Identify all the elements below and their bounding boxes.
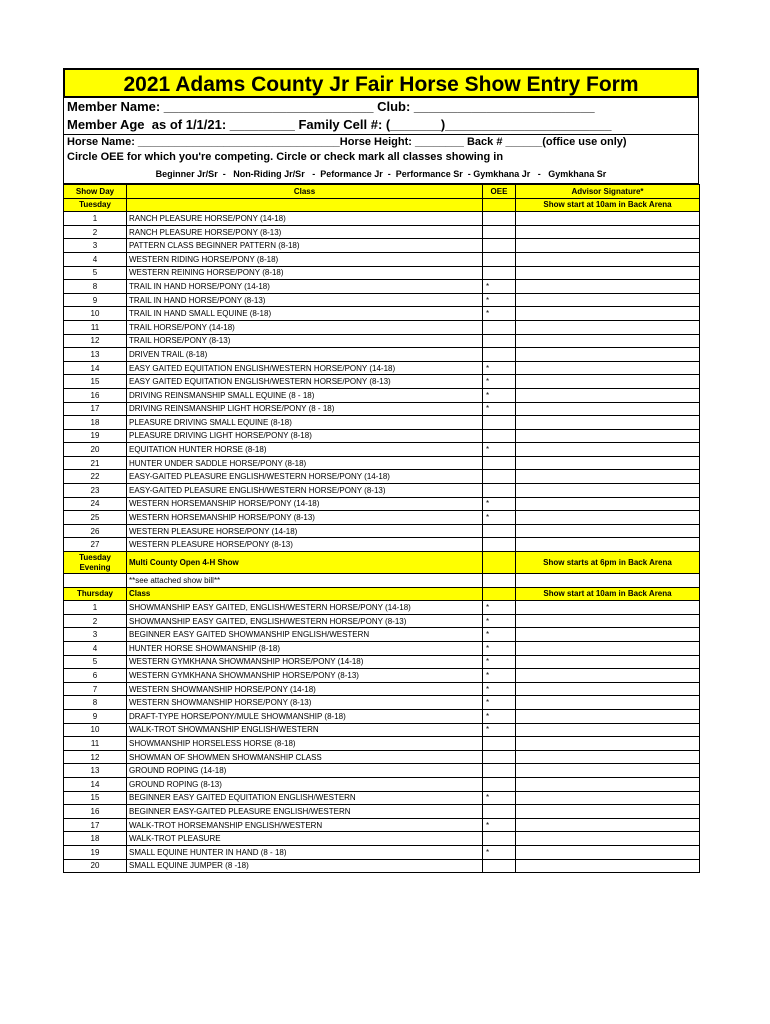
tuesday-class-row xyxy=(64,280,700,294)
advisor-signature-cell[interactable] xyxy=(516,375,700,389)
thursday-class-row xyxy=(64,845,700,859)
thursday-class-row xyxy=(64,642,700,656)
thursday-start-note: Show start at 10am in Back Arena xyxy=(516,587,700,601)
oee-cell[interactable] xyxy=(483,239,516,253)
entry-form xyxy=(63,68,699,873)
advisor-signature-cell[interactable] xyxy=(516,696,700,710)
advisor-signature-cell[interactable] xyxy=(516,470,700,484)
advisor-signature-cell[interactable] xyxy=(516,361,700,375)
show-bill-oee-cell xyxy=(483,574,516,588)
class-name: TRAIL HORSE/PONY (14-18) xyxy=(127,320,483,334)
thursday-class-row xyxy=(64,832,700,846)
class-name: WESTERN GYMKHANA SHOWMANSHIP HORSE/PONY (14-18) xyxy=(127,655,483,669)
advisor-signature-cell[interactable] xyxy=(516,628,700,642)
class-name: PLEASURE DRIVING LIGHT HORSE/PONY (8-18) xyxy=(127,429,483,443)
class-name: BEGINNER EASY-GAITED PLEASURE ENGLISH/WESTERN xyxy=(127,805,483,819)
tuesday-class-row xyxy=(64,538,700,552)
class-name: PATTERN CLASS BEGINNER PATTERN (8-18) xyxy=(127,239,483,253)
oee-cell[interactable]: * xyxy=(483,655,516,669)
evening-start-note: Show starts at 6pm in Back Arena xyxy=(516,552,700,574)
class-number: 22 xyxy=(64,470,127,484)
class-name: EQUITATION HUNTER HORSE (8-18) xyxy=(127,443,483,457)
oee-cell[interactable]: * xyxy=(483,818,516,832)
oee-cell[interactable]: * xyxy=(483,375,516,389)
tuesday-class-row xyxy=(64,511,700,525)
evening-show-cell: Multi County Open 4-H Show xyxy=(127,552,483,574)
oee-cell[interactable] xyxy=(483,859,516,873)
class-number: 14 xyxy=(64,777,127,791)
advisor-signature-cell[interactable] xyxy=(516,388,700,402)
class-number: 18 xyxy=(64,416,127,430)
advisor-signature-cell[interactable] xyxy=(516,723,700,737)
tuesday-class-row xyxy=(64,443,700,457)
advisor-signature-cell[interactable] xyxy=(516,805,700,819)
oee-cell[interactable] xyxy=(483,456,516,470)
thursday-class-row xyxy=(64,682,700,696)
class-name: EASY-GAITED PLEASURE ENGLISH/WESTERN HORSE/PONY (8-13) xyxy=(127,484,483,498)
advisor-signature-cell[interactable] xyxy=(516,402,700,416)
oee-cell[interactable]: * xyxy=(483,497,516,511)
class-name: GROUND ROPING (14-18) xyxy=(127,764,483,778)
oee-cell[interactable]: * xyxy=(483,723,516,737)
class-number: 3 xyxy=(64,628,127,642)
advisor-signature-cell[interactable] xyxy=(516,764,700,778)
advisor-signature-cell[interactable] xyxy=(516,601,700,615)
advisor-signature-cell[interactable] xyxy=(516,484,700,498)
class-number: 16 xyxy=(64,805,127,819)
class-name: EASY-GAITED PLEASURE ENGLISH/WESTERN HORSE/PONY (14-18) xyxy=(127,470,483,484)
class-name: DRIVING REINSMANSHIP SMALL EQUINE (8 - 18) xyxy=(127,388,483,402)
thursday-row xyxy=(64,587,700,601)
oee-cell[interactable]: * xyxy=(483,845,516,859)
thursday-class-header: Class xyxy=(127,587,483,601)
class-name: WESTERN PLEASURE HORSE/PONY (8-13) xyxy=(127,538,483,552)
class-number: 9 xyxy=(64,293,127,307)
class-name: WALK-TROT SHOWMANSHIP ENGLISH/WESTERN xyxy=(127,723,483,737)
thursday-oee-cell xyxy=(483,587,516,601)
thursday-class-row xyxy=(64,628,700,642)
division-options-line: Beginner Jr/Sr - Non-Riding Jr/Sr - Peformance Jr - Performance Sr - Gymkhana Jr - Gymkhana Sr xyxy=(64,165,698,184)
class-name: SHOWMANSHIP EASY GAITED, ENGLISH/WESTERN HORSE/PONY (8-13) xyxy=(127,614,483,628)
advisor-signature-cell[interactable] xyxy=(516,642,700,656)
tuesday-class-row xyxy=(64,307,700,321)
tuesday-class-row xyxy=(64,239,700,253)
class-number: 4 xyxy=(64,252,127,266)
thursday-class-row xyxy=(64,791,700,805)
thursday-class-row xyxy=(64,669,700,683)
class-name: RANCH PLEASURE HORSE/PONY (8-13) xyxy=(127,225,483,239)
oee-cell[interactable]: * xyxy=(483,709,516,723)
class-name: WALK-TROT HORSEMANSHIP ENGLISH/WESTERN xyxy=(127,818,483,832)
tuesday-class-row xyxy=(64,524,700,538)
advisor-signature-cell[interactable] xyxy=(516,845,700,859)
oee-cell[interactable]: * xyxy=(483,682,516,696)
oee-cell[interactable] xyxy=(483,348,516,362)
advisor-signature-cell[interactable] xyxy=(516,818,700,832)
thursday-class-row xyxy=(64,859,700,873)
class-number: 13 xyxy=(64,764,127,778)
class-number: 3 xyxy=(64,239,127,253)
class-number: 8 xyxy=(64,696,127,710)
class-name: SMALL EQUINE JUMPER (8 -18) xyxy=(127,859,483,873)
oee-cell[interactable] xyxy=(483,737,516,751)
class-number: 12 xyxy=(64,334,127,348)
class-name: DRIVEN TRAIL (8-18) xyxy=(127,348,483,362)
oee-cell[interactable]: * xyxy=(483,601,516,615)
class-name: WESTERN RIDING HORSE/PONY (8-18) xyxy=(127,252,483,266)
class-number: 20 xyxy=(64,859,127,873)
class-number: 27 xyxy=(64,538,127,552)
evening-oee-cell xyxy=(483,552,516,574)
advisor-signature-cell[interactable] xyxy=(516,307,700,321)
show-bill-day-cell xyxy=(64,574,127,588)
class-number: 15 xyxy=(64,375,127,389)
class-name: EASY GAITED EQUITATION ENGLISH/WESTERN HORSE/PONY (8-13) xyxy=(127,375,483,389)
tuesday-class-row xyxy=(64,252,700,266)
class-number: 14 xyxy=(64,361,127,375)
advisor-signature-cell[interactable] xyxy=(516,280,700,294)
oee-cell[interactable] xyxy=(483,320,516,334)
class-name: GROUND ROPING (8-13) xyxy=(127,777,483,791)
member-age-cell-line: Member Age as of 1/1/21: _________ Family Cell #: (_______)_______________________ xyxy=(67,117,612,132)
oee-cell[interactable] xyxy=(483,252,516,266)
oee-cell[interactable]: * xyxy=(483,614,516,628)
advisor-signature-cell[interactable] xyxy=(516,497,700,511)
class-number: 26 xyxy=(64,524,127,538)
oee-cell[interactable] xyxy=(483,484,516,498)
oee-cell[interactable]: * xyxy=(483,293,516,307)
advisor-signature-cell[interactable] xyxy=(516,614,700,628)
tuesday-class-row xyxy=(64,416,700,430)
class-name: BEGINNER EASY GAITED SHOWMANSHIP ENGLISH/WESTERN xyxy=(127,628,483,642)
advisor-signature-cell[interactable] xyxy=(516,682,700,696)
class-number: 11 xyxy=(64,737,127,751)
tuesday-class-row xyxy=(64,470,700,484)
class-table xyxy=(63,184,700,873)
show-bill-advisor-cell xyxy=(516,574,700,588)
advisor-signature-cell[interactable] xyxy=(516,429,700,443)
oee-cell[interactable] xyxy=(483,212,516,226)
tuesday-class-row xyxy=(64,456,700,470)
class-number: 10 xyxy=(64,723,127,737)
tuesday-class-row xyxy=(64,497,700,511)
oee-cell[interactable]: * xyxy=(483,388,516,402)
tuesday-class-row xyxy=(64,225,700,239)
class-name: DRAFT-TYPE HORSE/PONY/MULE SHOWMANSHIP (8-18) xyxy=(127,709,483,723)
class-name: TRAIL IN HAND HORSE/PONY (14-18) xyxy=(127,280,483,294)
class-number: 19 xyxy=(64,429,127,443)
tuesday-oee-cell xyxy=(483,198,516,212)
class-number: 24 xyxy=(64,497,127,511)
class-header: Class xyxy=(127,185,483,199)
class-number: 10 xyxy=(64,307,127,321)
class-number: 2 xyxy=(64,614,127,628)
show-day-header: Show Day xyxy=(64,185,127,199)
class-name: SHOWMANSHIP EASY GAITED, ENGLISH/WESTERN HORSE/PONY (14-18) xyxy=(127,601,483,615)
advisor-signature-cell[interactable] xyxy=(516,416,700,430)
form-title: 2021 Adams County Jr Fair Horse Show Entry Form xyxy=(63,68,699,98)
class-name: SHOWMANSHIP HORSELESS HORSE (8-18) xyxy=(127,737,483,751)
class-number: 18 xyxy=(64,832,127,846)
advisor-signature-cell[interactable] xyxy=(516,348,700,362)
member-name-club-line: Member Name: _____________________________ Club: _________________________ xyxy=(67,99,595,114)
class-number: 23 xyxy=(64,484,127,498)
oee-cell[interactable] xyxy=(483,777,516,791)
class-name: PLEASURE DRIVING SMALL EQUINE (8-18) xyxy=(127,416,483,430)
thursday-class-row xyxy=(64,750,700,764)
oee-cell[interactable] xyxy=(483,764,516,778)
class-name: TRAIL IN HAND HORSE/PONY (8-13) xyxy=(127,293,483,307)
thursday-class-row xyxy=(64,764,700,778)
tuesday-start-note: Show start at 10am in Back Arena xyxy=(516,198,700,212)
class-name: BEGINNER EASY GAITED EQUITATION ENGLISH/WESTERN xyxy=(127,791,483,805)
oee-cell[interactable]: * xyxy=(483,669,516,683)
class-name: WESTERN HORSEMANSHIP HORSE/PONY (14-18) xyxy=(127,497,483,511)
class-number: 6 xyxy=(64,669,127,683)
advisor-signature-cell[interactable] xyxy=(516,655,700,669)
member-info-block xyxy=(63,98,699,184)
thursday-day-cell: Thursday xyxy=(64,587,127,601)
tuesday-class-row xyxy=(64,484,700,498)
class-name: WESTERN REINING HORSE/PONY (8-18) xyxy=(127,266,483,280)
class-number: 5 xyxy=(64,655,127,669)
advisor-signature-cell[interactable] xyxy=(516,239,700,253)
class-number: 12 xyxy=(64,750,127,764)
advisor-signature-cell[interactable] xyxy=(516,443,700,457)
advisor-signature-cell[interactable] xyxy=(516,456,700,470)
tuesday-row xyxy=(64,198,700,212)
class-number: 21 xyxy=(64,456,127,470)
oee-cell[interactable]: * xyxy=(483,628,516,642)
class-name: WESTERN PLEASURE HORSE/PONY (14-18) xyxy=(127,524,483,538)
tuesday-class-row xyxy=(64,266,700,280)
oee-header: OEE xyxy=(483,185,516,199)
horse-info-line: Horse Name: _________________________________Horse Height: ________ Back # ______(office use only) xyxy=(64,134,698,150)
oee-cell[interactable] xyxy=(483,266,516,280)
oee-cell[interactable]: * xyxy=(483,307,516,321)
advisor-signature-cell[interactable] xyxy=(516,225,700,239)
oee-cell[interactable] xyxy=(483,470,516,484)
thursday-class-row xyxy=(64,614,700,628)
thursday-class-row xyxy=(64,601,700,615)
oee-cell[interactable] xyxy=(483,538,516,552)
class-number: 11 xyxy=(64,320,127,334)
advisor-signature-cell[interactable] xyxy=(516,538,700,552)
oee-cell[interactable]: * xyxy=(483,642,516,656)
thursday-class-row xyxy=(64,805,700,819)
advisor-signature-cell[interactable] xyxy=(516,252,700,266)
table-header-row xyxy=(64,185,700,199)
oee-cell[interactable] xyxy=(483,524,516,538)
tuesday-class-cell xyxy=(127,198,483,212)
advisor-signature-cell[interactable] xyxy=(516,832,700,846)
tuesday-evening-day-cell: Tuesday Evening xyxy=(64,552,127,574)
oee-cell[interactable] xyxy=(483,429,516,443)
class-name: WESTERN HORSEMANSHIP HORSE/PONY (8-13) xyxy=(127,511,483,525)
oee-cell[interactable]: * xyxy=(483,361,516,375)
tuesday-day-cell: Tuesday xyxy=(64,198,127,212)
tuesday-class-row xyxy=(64,388,700,402)
advisor-signature-cell[interactable] xyxy=(516,709,700,723)
oee-cell[interactable]: * xyxy=(483,511,516,525)
class-number: 19 xyxy=(64,845,127,859)
tuesday-class-row xyxy=(64,429,700,443)
class-name: WESTERN GYMKHANA SHOWMANSHIP HORSE/PONY (8-13) xyxy=(127,669,483,683)
class-number: 17 xyxy=(64,818,127,832)
tuesday-class-row xyxy=(64,402,700,416)
class-name: WESTERN SHOWMANSHIP HORSE/PONY (8-13) xyxy=(127,696,483,710)
tuesday-class-row xyxy=(64,320,700,334)
class-name: SMALL EQUINE HUNTER IN HAND (8 - 18) xyxy=(127,845,483,859)
class-name: TRAIL IN HAND SMALL EQUINE (8-18) xyxy=(127,307,483,321)
class-name: HUNTER HORSE SHOWMANSHIP (8-18) xyxy=(127,642,483,656)
advisor-signature-cell[interactable] xyxy=(516,320,700,334)
class-number: 8 xyxy=(64,280,127,294)
oee-cell[interactable] xyxy=(483,334,516,348)
advisor-signature-cell[interactable] xyxy=(516,334,700,348)
tuesday-evening-row xyxy=(64,552,700,574)
advisor-signature-cell[interactable] xyxy=(516,511,700,525)
class-number: 25 xyxy=(64,511,127,525)
oee-instruction-line: Circle OEE for which you're competing. Circle or check mark all classes showing in xyxy=(67,151,504,163)
oee-cell[interactable]: * xyxy=(483,280,516,294)
advisor-signature-header: Advisor Signature* xyxy=(516,185,700,199)
oee-cell[interactable]: * xyxy=(483,696,516,710)
class-number: 7 xyxy=(64,682,127,696)
class-number: 20 xyxy=(64,443,127,457)
oee-cell[interactable] xyxy=(483,832,516,846)
show-bill-note: **see attached show bill** xyxy=(127,574,483,588)
thursday-class-row xyxy=(64,818,700,832)
tuesday-class-row xyxy=(64,212,700,226)
oee-cell[interactable] xyxy=(483,750,516,764)
tuesday-class-row xyxy=(64,334,700,348)
advisor-signature-cell[interactable] xyxy=(516,859,700,873)
thursday-class-row xyxy=(64,709,700,723)
class-name: DRIVING REINSMANSHIP LIGHT HORSE/PONY (8 - 18) xyxy=(127,402,483,416)
class-number: 4 xyxy=(64,642,127,656)
tuesday-class-row xyxy=(64,348,700,362)
oee-cell[interactable] xyxy=(483,416,516,430)
class-name: RANCH PLEASURE HORSE/PONY (14-18) xyxy=(127,212,483,226)
advisor-signature-cell[interactable] xyxy=(516,750,700,764)
class-name: TRAIL HORSE/PONY (8-13) xyxy=(127,334,483,348)
tuesday-class-row xyxy=(64,375,700,389)
class-number: 15 xyxy=(64,791,127,805)
advisor-signature-cell[interactable] xyxy=(516,266,700,280)
thursday-class-row xyxy=(64,655,700,669)
class-number: 16 xyxy=(64,388,127,402)
class-number: 9 xyxy=(64,709,127,723)
class-name: HUNTER UNDER SADDLE HORSE/PONY (8-18) xyxy=(127,456,483,470)
advisor-signature-cell[interactable] xyxy=(516,524,700,538)
thursday-class-row xyxy=(64,696,700,710)
advisor-signature-cell[interactable] xyxy=(516,737,700,751)
oee-cell[interactable]: * xyxy=(483,443,516,457)
advisor-signature-cell[interactable] xyxy=(516,669,700,683)
class-number: 5 xyxy=(64,266,127,280)
class-name: EASY GAITED EQUITATION ENGLISH/WESTERN HORSE/PONY (14-18) xyxy=(127,361,483,375)
advisor-signature-cell[interactable] xyxy=(516,791,700,805)
class-name: WESTERN SHOWMANSHIP HORSE/PONY (14-18) xyxy=(127,682,483,696)
thursday-class-row xyxy=(64,723,700,737)
class-name: WALK-TROT PLEASURE xyxy=(127,832,483,846)
class-name: SHOWMAN OF SHOWMEN SHOWMANSHIP CLASS xyxy=(127,750,483,764)
advisor-signature-cell[interactable] xyxy=(516,293,700,307)
thursday-class-row xyxy=(64,777,700,791)
class-number: 2 xyxy=(64,225,127,239)
oee-cell[interactable]: * xyxy=(483,402,516,416)
show-bill-row xyxy=(64,574,700,588)
tuesday-class-row xyxy=(64,361,700,375)
oee-cell[interactable] xyxy=(483,225,516,239)
class-number: 1 xyxy=(64,212,127,226)
oee-cell[interactable] xyxy=(483,805,516,819)
class-number: 13 xyxy=(64,348,127,362)
oee-cell[interactable]: * xyxy=(483,791,516,805)
advisor-signature-cell[interactable] xyxy=(516,777,700,791)
class-number: 17 xyxy=(64,402,127,416)
thursday-class-row xyxy=(64,737,700,751)
tuesday-class-row xyxy=(64,293,700,307)
advisor-signature-cell[interactable] xyxy=(516,212,700,226)
class-number: 1 xyxy=(64,601,127,615)
